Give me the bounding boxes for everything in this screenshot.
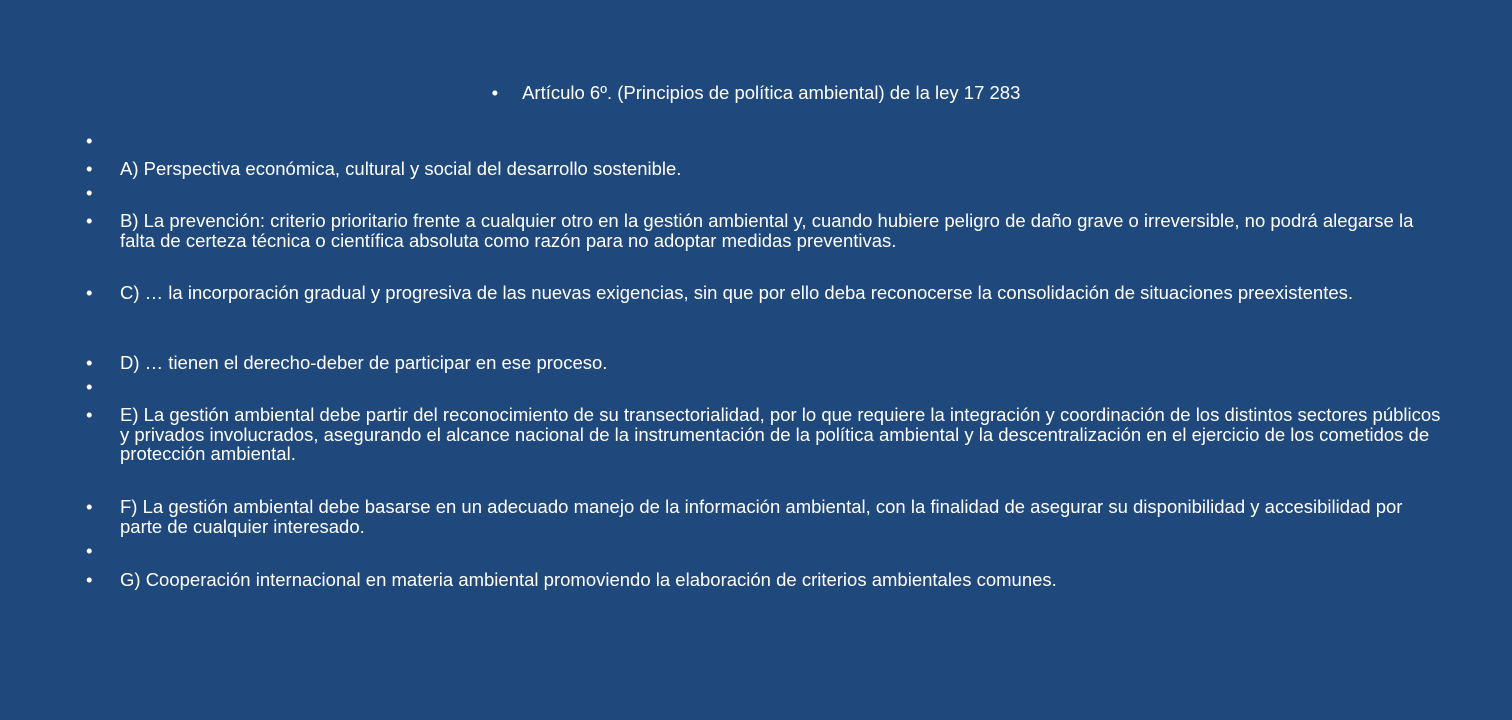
bullet: •: [86, 496, 93, 517]
list-item-text: D) … tienen el derecho-deber de participar en ese proceso.: [120, 352, 608, 373]
title-text: Artículo 6º. (Principios de política ambiental) de la ley 17 283: [522, 82, 1021, 103]
list-item-a: [86, 159, 1446, 179]
bullet: •: [86, 158, 93, 179]
bullet: •: [86, 210, 93, 231]
list-item-text: A) Perspectiva económica, cultural y social del desarrollo sostenible.: [120, 158, 682, 179]
bullet: •: [86, 182, 93, 203]
bullet: •: [86, 130, 93, 151]
bullet: •: [86, 569, 93, 590]
list-item-text: E) La gestión ambiental debe partir del reconocimiento de su transectorialidad, por lo que requiere la integración y coordinación de los distintos sectores públicos y privados involucrados, asegurando el alcance nacional de la instrumentación de la política ambiental y la descentralización en el ejercicio de los cometidos de protección ambiental.: [120, 404, 1441, 464]
bullet: •: [86, 352, 93, 373]
list-item-f: [86, 497, 1446, 536]
list-item-text: G) Cooperación internacional en materia ambiental promoviendo la elaboración de criterios ambientales comunes.: [120, 569, 1057, 590]
bullet: •: [86, 540, 93, 561]
title-bullet: •: [491, 82, 499, 103]
list-item-text: F) La gestión ambiental debe basarse en un adecuado manejo de la información ambiental, con la finalidad de asegurar su disponibilidad y accesibilidad por parte de cualquier interesado.: [120, 496, 1403, 537]
list-item-text: C) … la incorporación gradual y progresiva de las nuevas exigencias, sin que por ello deba reconocerse la consolidación de situaciones preexistentes.: [120, 282, 1354, 303]
list-item-d: [86, 353, 1446, 373]
list-item-e: [86, 405, 1446, 464]
list-item-g: [86, 570, 1446, 590]
bullet: •: [86, 404, 93, 425]
list-item-c: [86, 283, 1446, 303]
list-item-text: B) La prevención: criterio prioritario frente a cualquier otro en la gestión ambiental y, cuando hubiere peligro de daño grave o irreversible, no podrá alegarse la falta de certeza técnica o científica absoluta como razón para no adoptar medidas preventivas.: [120, 210, 1414, 251]
bullet: •: [86, 282, 93, 303]
slide-title: [0, 81, 1512, 105]
bullet: •: [86, 376, 93, 397]
list-item-b: [86, 211, 1446, 250]
